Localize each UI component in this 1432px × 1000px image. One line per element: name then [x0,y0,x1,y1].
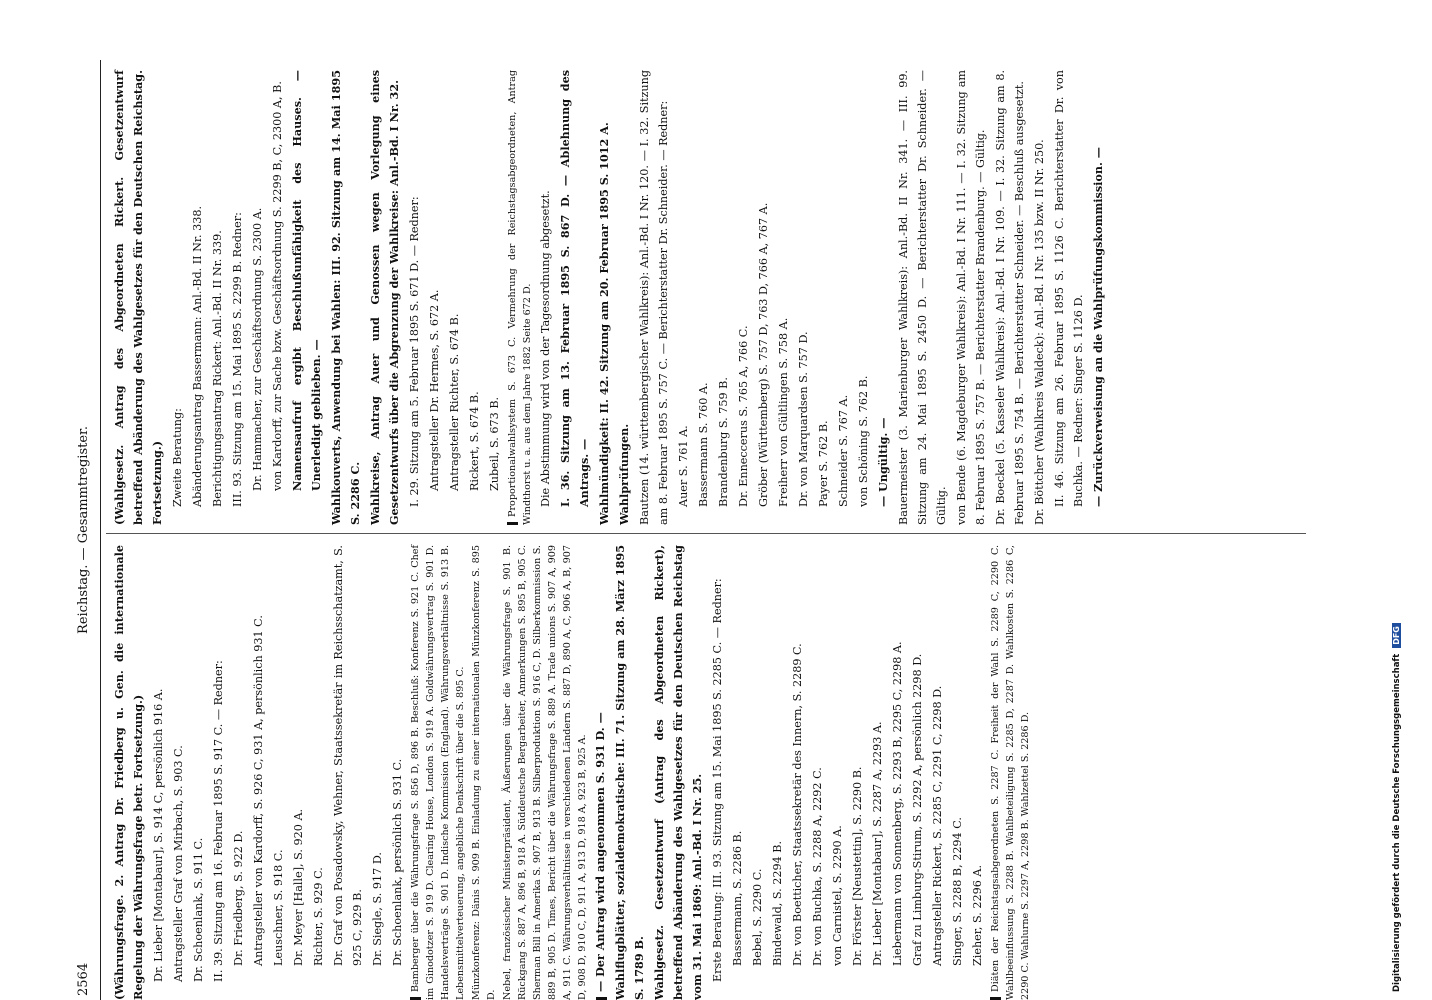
right-column-entry-text: Wahlkreise, Antrag Auer und Genossen wegen Vorlegung eines Gesetzentwurfs über die Abgrenzung der Wahlkreise: Anl.-Bd. I Nr. 32. [368,70,401,525]
right-column-entry [714,70,733,525]
left-column-entry [611,545,649,1000]
right-column-entry-text: Proportionalwahlsystem S. 673 C. Vermehrung der Reichstagsabgeordneten, Antrag Windthorst u. a. aus dem Jahre 1882 Seite 672 D. [507,70,533,525]
right-column-entry [814,70,833,525]
right-column-entry [1030,70,1049,525]
running-title: Reichstag. — Gesammtregister. [76,426,91,634]
right-column-entry [425,70,444,525]
digitization-note [1392,623,1402,992]
right-column-entry-text: Abänderungsantrag Bassermann: Anl.-Bd. II Nr. 338. [191,205,204,507]
page-header [70,60,101,1000]
left-column-entry [249,545,268,1000]
left-column-entry [848,545,867,1000]
right-column-entry-text: Freiherr von Gültlingen S. 758 A. [777,317,790,507]
right-column-entry-text: von Bende (6. Magdeburger Wahlkreis): Anl.-Bd. I Nr. 111. — I. 32. Sitzung am 8. Februar 1895 S. 757 B. — Berichterstatter Brandenburg. — Gültig. [955,70,987,525]
right-column-entry [774,70,793,525]
left-column-entry-text: Dr. Förster [Neustettin], S. 2290 B. [851,766,864,966]
left-column-entry-text: Dr. von Boetticher, Staatssekretär des Innern, S. 2289 C. [791,643,804,966]
left-column-entry [591,545,610,1000]
right-column-entry-text: Rickert, S. 674 B. [468,391,481,491]
right-column-entry-text: Brandenburg S. 759 B. [717,377,730,507]
right-column-entry [327,70,365,525]
right-column-entry-text: Antragsteller Dr. Hermes, S. 672 A. [428,289,441,491]
left-column-entry-text: Bassermann, S. 2286 B. [731,830,744,966]
left-column-entry-text: (Währungsfrage. 2. Antrag Dr. Friedberg u. Gen. die internationale Regelung der Währungsfrage betr. Fortsetzung.) [112,545,145,1000]
left-column-entry [828,545,847,1000]
left-column-entry-text: — Der Antrag wird angenommen S. 931 D. — [593,712,607,992]
left-column-entry-text: Dr. Siegle, S. 917 D. [371,852,384,966]
right-column-entry [556,70,594,525]
right-column-entry [445,70,464,525]
left-column-entry-text: Wahlflugblätter, sozialdemokratische: III. 71. Sitzung am 28. März 1895 S. 1789 B. [613,545,646,1000]
right-column-entry-text: I. 29. Sitzung am 5. Februar 1895 S. 671 D. — Redner: [408,196,421,507]
right-column-entry [794,70,813,525]
right-column-entry-text: Payer S. 762 B. [817,420,830,507]
rotated-page [70,60,1410,1000]
left-column-entry-text: II. 39. Sitzung am 16. Februar 1895 S. 917 C. — Redner: [212,660,225,982]
right-column-entry [734,70,753,525]
right-column-entry [874,70,893,525]
left-column-entry [368,545,387,1000]
right-column-entry-text: (Wahlgesetz. Antrag des Abgeordneten Rickert. Gesetzentwurf betreffend Abänderung des Wahlgesetzes für den Deutschen Reichstag. Fortsetzung.) [112,70,164,525]
right-column-entry [168,70,187,525]
left-column-entry [948,545,967,1000]
left-column-entry-text: Dr. Schoenlank, S. 911 C. [192,837,205,982]
right-column-entry-text: Zubeil, S. 673 B. [488,396,501,491]
left-column-entry-text: Dr. Lieber [Montabaur], S. 2287 A, 2293 A. [871,721,884,966]
left-column-entry-text: Dr. von Buchka, S. 2288 A, 2292 C. [811,767,824,966]
left-column-entry [888,545,907,1000]
left-column-entry [868,545,887,1000]
left-column-entry [500,545,590,1000]
left-column-entry [189,545,208,1000]
left-column-entry-text: Nebel, französischer Ministerpräsident, Äußerungen über die Währungsfrage S. 901 B. Rückgang S. 887 A, 896 B, 918 A. Süddeutsche Bergarbeiter, Anmerkungen S. 895 B, 905 C. Sherman Bill in Amerika S. 907 B, 913 B. Silberproduktion S. 916 C, D. Silberkommission S. 889 B, 905 D. Times, Bericht über die Währungsfrage S. 889 A. Trade unions S. 907 A, 909 A, 911 C. Währungsverhältnisse in verschiedenen Ländern S. 887 D, 890 A, C, 906 A, B, 907 D, 908 D, 910 C, D, 911 A, 913 D, 918 A, 923 B, 925 A. [502,545,588,1000]
left-column-entry [708,545,727,1000]
right-column-entry [834,70,853,525]
right-column-entry-text: Dr. von Marquardsen S. 757 D. [797,331,810,507]
right-column-entry-text: — Zurückverweisung an die Wahlprüfungskommission. — [1091,147,1105,507]
right-column-entry-text: von Kardorff, zur Sache bzw. Geschäftsordnung S. 2299 B, C, 2300 A, B. [271,81,284,491]
right-column-entry-text: Dr. Enneccerus S. 765 A, 766 C. [737,325,750,507]
left-column-entry [110,545,148,1000]
right-column-entry [1050,70,1088,525]
right-column-entry-text: Berichtigungsantrag Rickert: Anl.-Bd. II Nr. 339. [211,230,224,507]
right-column-entry-text: Wahlmündigkeit: II. 42. Sitzung am 20. Februar 1895 S. 1012 A. [597,122,611,525]
left-column-entry [169,545,188,1000]
right-column-entry [485,70,504,525]
right-column-entry-text: Bauermeister (3. Marienburger Wahlkreis): Anl.-Bd. II Nr. 341. — III. 99. Sitzung am 24. Mai 1895 S. 2450 D. — Berichterstatter Dr. Schneider. — Gültig. [897,70,948,525]
left-column-entry [808,545,827,1000]
right-column-entry-text: Gröber (Württemberg) S. 757 D, 763 D, 766 A, 767 A. [757,202,770,507]
right-column-entry [208,70,227,525]
left-column-entry [728,545,747,1000]
right-column-entry-text: Auer S. 761 A. [677,425,690,507]
left-column-entry [968,545,987,1000]
right-column-entry [188,70,207,525]
left-column-entry-text: Liebermann von Sonnenberg, S. 2293 B, 2295 C, 2298 A. [891,641,904,966]
right-column-entry-text: Antragsteller Richter, S. 674 B. [448,313,461,491]
left-column-entry [329,545,367,1000]
left-column-entry-text: Dr. Lieber [Montabaur], S. 914 C, persönlich 916 A. [152,688,165,982]
digitization-note-text: Digitalisierung gefördert durch die Deutsche Forschungsgemeinschaft [1392,653,1402,992]
left-column-entry-text: Erste Beratung: III. 93. Sitzung am 15. Mai 1895 S. 2285 C. — Redner: [711,578,724,982]
left-column-entry [408,545,468,1000]
left-column-entry [788,545,807,1000]
dfg-logo: DFG [1392,623,1401,648]
left-column-entry [388,545,407,1000]
right-column-entry-text: Bassermann S. 760 A. [697,382,710,507]
left-column-entry-text: Bebel, S. 2290 C. [751,868,764,966]
left-column-entry [650,545,707,1000]
right-column-entry [228,70,247,525]
left-column-entry [229,545,248,1000]
left-column-entry [469,545,499,1000]
right-column-entry-text: Bautzen (14. württembergischer Wahlkreis): Anl.-Bd. I Nr. 120. — I. 32. Sitzung am 8. Februar 1895 S. 757 C. — Berichterstatter Dr. Schneider. — Redner: [638,70,670,525]
left-column-entry-text: Münzkonferenz: Dänis S. 909 B. Einladung zu einer internationalen Münzkonferenz S. 895 D. [471,545,497,1000]
right-column-entry-text: Die Abstimmung wird von der Tagesordnung abgesetzt. [539,190,552,507]
left-column-entry [988,545,1033,1000]
left-column-entry [209,545,228,1000]
right-column-entry [991,70,1029,525]
page-number: 2564 [76,962,91,996]
right-column-entry [248,70,267,525]
right-column-entry [1089,70,1108,525]
left-column-entry-text: Wahlgesetz. Gesetzentwurf (Antrag des Abgeordneten Rickert), betreffend Abänderung des Wahlgesetzes für den Deutschen Reichstag vom 31. Mai 1869: Anl.-Bd. I Nr. 25. [652,545,704,1000]
right-column-entry [110,70,167,525]
left-column-entry-text: Diäten der Reichstagsabgeordneten S. 2287 C. Freiheit der Wahl S. 2289 C, 2290 C. Wahlbeeinflussung S. 2288 B. Wahlbeteiligung S. 2285 D, 2287 D. Wahlkosten S. 2286 C, 2290 C. Wahlurne S. 2297 A, 2298 B. Wahlzettel S. 2286 D. [990,545,1031,1000]
right-column-entry-text: I. 36. Sitzung am 13. Februar 1895 S. 867 D. — Ablehnung des Antrags. — [558,70,591,507]
left-column-entry-text: Dr. Friedberg, S. 922 D. [232,830,245,966]
right-column-entry-text: II. 46. Sitzung am 26. Februar 1895 S. 1126 C. Berichterstatter Dr. von Buchka. — Redner: Singer S. 1126 D. [1053,70,1085,507]
right-column-entry-text: Schneider S. 767 A. [837,394,850,507]
right-column-entry-text: III. 93. Sitzung am 15. Mai 1895 S. 2299 B. Redner: [231,212,244,507]
left-column-entry-text: Antragsteller Graf von Mirbach, S. 903 C. [172,745,185,982]
left-column-entry [269,545,288,1000]
right-column-entry [952,70,990,525]
right-column-entry [505,70,535,525]
left-column-entry-text: Zieher, S. 2296 A. [971,864,984,966]
left-column-entry-text: Leuschner, S. 918 C. [272,849,285,966]
left-column-entry-text: Graf zu Limburg-Stirum, S. 2292 A, persönlich 2298 D. [911,653,924,966]
right-column-entry [595,70,614,525]
right-column-entry-text: Wahlkouverts, Anwendung bei Wahlen: III. 92. Sitzung am 14. Mai 1895 S. 2286 C. [329,70,362,525]
right-column-entry [465,70,484,525]
left-column [110,545,1200,1000]
right-column-entry [694,70,713,525]
right-column-entry-text: Dr. Böttcher (Wahlkreis Waldeck): Anl.-Bd. I Nr. 135 bzw. II Nr. 250. [1033,139,1046,525]
right-column-entry-text: von Schöning S. 762 B. [857,375,870,507]
margin-mark [507,522,518,525]
right-column-entry [366,70,404,525]
right-column-entry-text: Zweite Beratung: [171,408,184,507]
left-column-entry-text: Dr. Meyer [Halle], S. 920 A. [292,808,305,966]
left-column-entry-text: Singer, S. 2288 B, 2294 C. [951,817,964,966]
left-column-entry [289,545,308,1000]
left-column-entry-text: Antragsteller von Kardorff, S. 926 C, 931 A, persönlich 931 C. [252,615,265,966]
right-column-entry-text: Namensaufruf ergibt Beschlußunfähigkeit des Hauses. — Unerledigt geblieben. — [290,70,323,491]
right-column-entry-text: Wahlprüfungen. [617,423,631,525]
left-column-entry [748,545,767,1000]
right-column-entry [674,70,693,525]
left-column-entry-text: Bindewald, S. 2294 B. [771,840,784,966]
right-column-entry-text: — Ungültig. — [876,417,890,507]
left-column-entry-text: Richter, S. 929 C. [312,867,325,966]
left-column-entry [908,545,927,1000]
right-column-entry-text: Dr. Hammacher, zur Geschäftsordnung S. 2300 A. [251,207,264,491]
right-column-entry [894,70,951,525]
left-column-entry [149,545,168,1000]
right-column [110,70,1105,525]
right-column-entry [405,70,424,525]
left-column-entry [768,545,787,1000]
right-column-entry [268,70,287,525]
right-column-entry [754,70,773,525]
right-column-entry [635,70,673,525]
left-column-entry-text: Dr. Graf von Posadowsky, Wehner, Staatssekretär im Reichsschatzamt, S. 925 C, 929 B. [332,545,364,966]
left-column-entry [309,545,328,1000]
right-column-entry-text: Dr. Boeckel (5. Kasseler Wahlkreis): Anl.-Bd. I Nr. 109. — I. 32. Sitzung am 8. Februar 1895 S. 754 B. — Berichterstatter Schneider. — Beschluß ausgesetzt. [994,70,1026,525]
left-column-entry-text: von Carnistel, S. 2290 A. [831,825,844,966]
column-divider [106,533,1306,534]
right-column-entry [615,70,634,525]
right-column-entry [536,70,555,525]
left-column-entry-text: Antragsteller Rickert, S. 2285 C, 2291 C, 2298 D. [931,685,944,966]
right-column-entry [854,70,873,525]
right-column-entry [288,70,326,525]
left-column-entry-text: Dr. Schoenlank, persönlich S. 931 C. [391,758,404,966]
left-column-entry [928,545,947,1000]
left-column-entry-text: Bamberger über die Währungsfrage S. 856 D, 896 B. Beschluß: Konferenz S. 921 C. Chef im Ginodotzer S. 919 D. Clearing House, London S. 919 A. Goldwährungsvertrag S. 901 D. Handelsverträge S. 901 D. Indische Kommission (England). Währungsverhältnisse S. 913 B. Lebensmittelverteuerung, angebliche Denkschrift über die S. 895 C. [410,545,466,1000]
